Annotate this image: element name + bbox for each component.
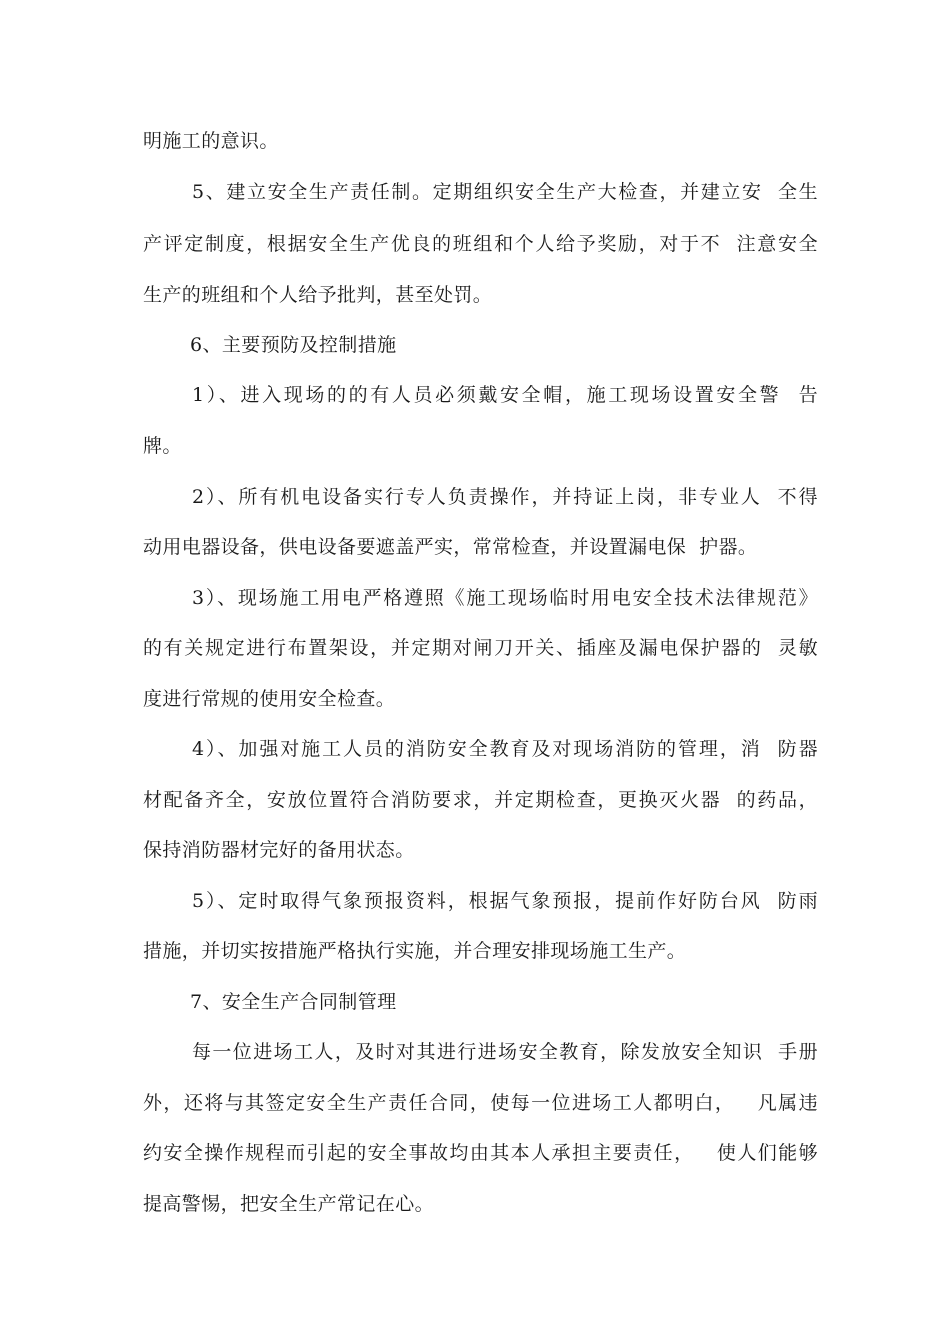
text-line: 约安全操作规程而引起的安全事故均由其本人承担主要责任， 使人们能够 [143, 1142, 818, 1164]
section-heading: 7、安全生产合同制管理 [190, 991, 397, 1013]
text-line: 5、建立安全生产责任制。定期组织安全生产大检查，并建立安 全生 [192, 181, 818, 203]
text-line: 4）、加强对施工人员的消防安全教育及对现场消防的管理，消 防器 [192, 738, 818, 760]
text-line: 措施，并切实按措施严格执行实施，并合理安排现场施工生产。 [143, 940, 687, 962]
text-line: 每一位进场工人，及时对其进行进场安全教育，除发放安全知识 手册 [192, 1041, 818, 1063]
text-line: 牌。 [143, 435, 182, 457]
text-line: 2）、所有机电设备实行专人负责操作，并持证上岗，非专业人 不得 [192, 486, 818, 508]
text-line: 明施工的意识。 [143, 130, 279, 152]
text-line: 保持消防器材完好的备用状态。 [143, 839, 415, 861]
text-line: 3）、现场施工用电严格遵照《施工现场临时用电安全技术法律规范》 [192, 587, 818, 609]
text-line: 提高警惕，把安全生产常记在心。 [143, 1193, 435, 1215]
text-line: 外，还将与其签定安全生产责任合同，使每一位进场工人都明白， 凡属违 [143, 1092, 818, 1114]
text-line: 5）、定时取得气象预报资料，根据气象预报，提前作好防台风 防雨 [192, 890, 818, 912]
text-line: 度进行常规的使用安全检查。 [143, 688, 396, 710]
text-line: 产评定制度，根据安全生产优良的班组和个人给予奖励，对于不 注意安全 [143, 233, 818, 255]
text-line: 动用电器设备，供电设备要遮盖严实，常常检查，并设置漏电保 护器。 [143, 536, 758, 558]
text-line: 的有关规定进行布置架设，并定期对闸刀开关、插座及漏电保护器的 灵敏 [143, 637, 818, 659]
section-heading: 6、主要预防及控制措施 [190, 334, 397, 356]
text-line: 1）、进入现场的的有人员必须戴安全帽，施工现场设置安全警 告 [192, 384, 818, 406]
text-line: 材配备齐全，安放位置符合消防要求，并定期检查，更换灭火器 的药品， [143, 789, 818, 811]
text-line: 生产的班组和个人给予批判，甚至处罚。 [143, 284, 493, 306]
